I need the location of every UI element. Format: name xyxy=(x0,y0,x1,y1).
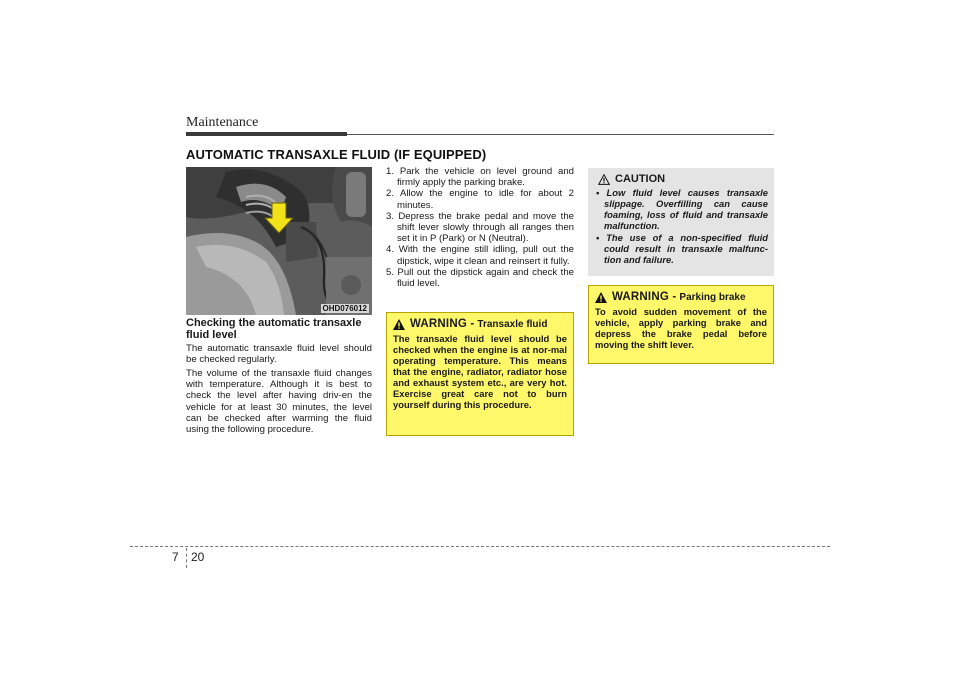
caution-list xyxy=(594,187,768,265)
warning-header xyxy=(595,291,767,303)
warning-triangle-icon xyxy=(393,319,405,330)
footer-rule xyxy=(130,546,830,547)
step-item: 4. With the engine still idling, pull out the dipstick, wipe it clean and reinsert it fully. xyxy=(386,244,574,267)
warning-subtitle: Parking brake xyxy=(679,291,746,303)
warning-transaxle-fluid xyxy=(386,312,574,436)
warning-title: WARNING - xyxy=(612,291,677,303)
warning-parking-brake xyxy=(588,285,774,364)
page-number: 20 xyxy=(191,550,205,564)
caution-item: • The use of a non-specified fluid could result in transaxle malfunc-tion and failure. xyxy=(596,232,768,265)
page-header-title: Maintenance xyxy=(186,115,259,130)
warning-triangle-icon xyxy=(595,292,607,303)
header-rule-accent xyxy=(186,132,347,136)
warning-body: To avoid sudden movement of the vehicle, apply parking brake and depress the brake pedal before moving the shift lever. xyxy=(595,306,767,350)
warning-body: The transaxle fluid level should be checked when the engine is at nor-mal operating temperature. This means that the engine, radiator, radiator hose and exhaust system etc., are very hot. Exercise great care not to burn yourself during this procedure. xyxy=(393,333,567,410)
caution-title: CAUTION xyxy=(615,173,666,185)
warning-header xyxy=(393,318,567,330)
section-title: AUTOMATIC TRANSAXLE FLUID (IF EQUIPPED) xyxy=(186,147,487,162)
footer-divider xyxy=(186,548,187,568)
chapter-number: 7 xyxy=(172,550,179,564)
paragraph-2: The volume of the transaxle fluid changes with temperature. Although it is best to check the level after having driv-en the vehicle for at least 30 minutes, the level can be checked after warming the fluid using the following procedure. xyxy=(186,368,372,436)
caution-item: • Low fluid level causes transaxle slippage. Overfilling can cause foaming, loss of fluid and transaxle malfunction. xyxy=(596,187,768,231)
engine-bay-illustration xyxy=(186,167,372,315)
procedure-steps xyxy=(386,166,574,289)
caution-triangle-icon xyxy=(598,174,610,185)
subheading: Checking the automatic transaxle fluid level xyxy=(186,317,362,341)
figure-code: OHD076012 xyxy=(322,304,367,313)
paragraph-1: The automatic transaxle fluid level should be checked regularly. xyxy=(186,343,372,366)
step-item: 3. Depress the brake pedal and move the shift lever slowly through all ranges then set it in P (Park) or N (Neutral). xyxy=(386,210,574,245)
warning-subtitle: Transaxle fluid xyxy=(477,318,548,330)
step-item: 2. Allow the engine to idle for about 2 minutes. xyxy=(386,188,574,211)
engine-bay-photo xyxy=(186,167,372,315)
caution-box xyxy=(588,168,774,276)
warning-title: WARNING - xyxy=(410,318,475,330)
caution-header xyxy=(598,173,768,185)
step-item: 1. Park the vehicle on level ground and firmly apply the parking brake. xyxy=(386,166,574,189)
step-item: 5. Pull out the dipstick again and check the fluid level. xyxy=(386,266,574,290)
